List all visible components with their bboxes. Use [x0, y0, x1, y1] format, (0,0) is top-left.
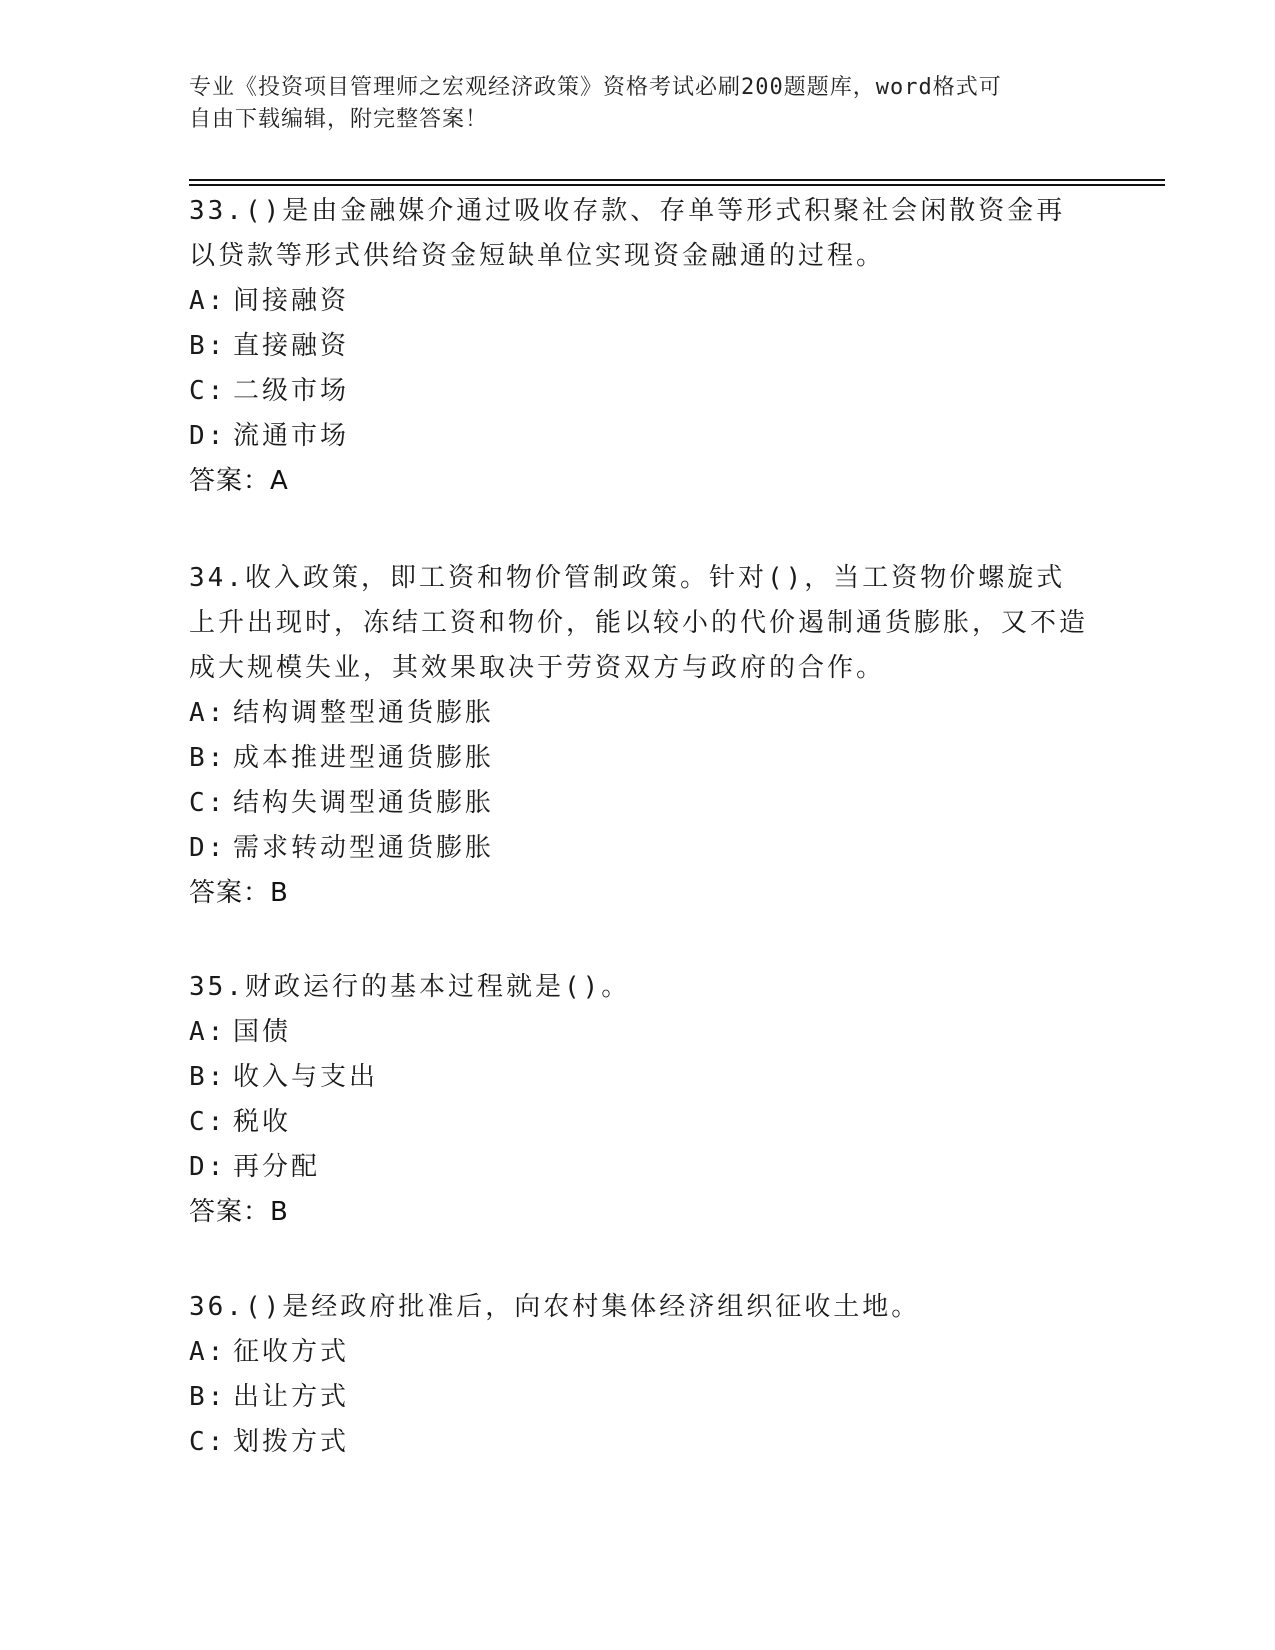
question-stem: 33.()是由金融媒介通过吸收存款、存单等形式积聚社会闲散资金再以贷款等形式供给资金短缺单位实现资金融通的过程。 [189, 196, 1066, 271]
option-key: C: [189, 376, 227, 406]
option-a [189, 1330, 1089, 1375]
option-d [189, 826, 1089, 871]
option-key: B: [189, 743, 227, 773]
option-text: 收入与支出 [233, 1062, 379, 1092]
option-text: 税收 [233, 1107, 292, 1137]
question-35 [189, 965, 1089, 1235]
option-text: 成本推进型通货膨胀 [233, 743, 495, 773]
option-key: D: [189, 1152, 227, 1182]
option-key: D: [189, 833, 227, 863]
header-divider-bottom [189, 184, 1165, 186]
option-key: B: [189, 1382, 227, 1412]
option-text: 间接融资 [233, 286, 350, 316]
option-c [189, 1100, 1089, 1145]
option-text: 划拨方式 [233, 1427, 350, 1457]
option-key: B: [189, 331, 227, 361]
option-text: 流通市场 [233, 421, 350, 451]
option-text: 国债 [233, 1017, 292, 1047]
option-b [189, 736, 1089, 781]
question-36 [189, 1285, 1089, 1465]
option-a [189, 691, 1089, 736]
answer-line: 答案：B [189, 878, 289, 908]
option-key: C: [189, 788, 227, 818]
option-text: 征收方式 [233, 1337, 350, 1367]
question-stem: 35.财政运行的基本过程就是()。 [189, 972, 631, 1002]
option-key: B: [189, 1062, 227, 1092]
header-line-1: 专业《投资项目管理师之宏观经济政策》资格考试必刷200题题库，word格式可 [189, 75, 1002, 100]
question-33 [189, 189, 1089, 504]
question-stem: 34.收入政策，即工资和物价管制政策。针对()，当工资物价螺旋式上升出现时，冻结工资和物价，能以较小的代价遏制通货膨胀，又不造成大规模失业，其效果取决于劳资双方与政府的合作。 [189, 563, 1089, 683]
option-b [189, 1375, 1089, 1420]
option-a [189, 279, 1089, 324]
option-d [189, 414, 1089, 459]
option-c [189, 1420, 1089, 1465]
option-c [189, 781, 1089, 826]
option-c [189, 369, 1089, 414]
header-divider-top [189, 179, 1165, 181]
option-key: C: [189, 1107, 227, 1137]
option-key: A: [189, 1017, 227, 1047]
option-text: 需求转动型通货膨胀 [233, 833, 495, 863]
question-34 [189, 556, 1089, 916]
option-key: A: [189, 1337, 227, 1367]
option-key: C: [189, 1427, 227, 1457]
option-b [189, 1055, 1089, 1100]
option-key: D: [189, 421, 227, 451]
option-a [189, 1010, 1089, 1055]
option-text: 结构失调型通货膨胀 [233, 788, 495, 818]
option-key: A: [189, 698, 227, 728]
option-text: 再分配 [233, 1152, 321, 1182]
header-line-2: 自由下载编辑，附完整答案！ [189, 107, 489, 132]
option-text: 出让方式 [233, 1382, 350, 1412]
option-text: 结构调整型通货膨胀 [233, 698, 495, 728]
document-header [189, 72, 1089, 136]
option-d [189, 1145, 1089, 1190]
option-b [189, 324, 1089, 369]
option-key: A: [189, 286, 227, 316]
option-text: 二级市场 [233, 376, 350, 406]
answer-line: 答案：A [189, 466, 289, 496]
option-text: 直接融资 [233, 331, 350, 361]
question-stem: 36.()是经政府批准后，向农村集体经济组织征收土地。 [189, 1292, 921, 1322]
answer-line: 答案：B [189, 1197, 289, 1227]
